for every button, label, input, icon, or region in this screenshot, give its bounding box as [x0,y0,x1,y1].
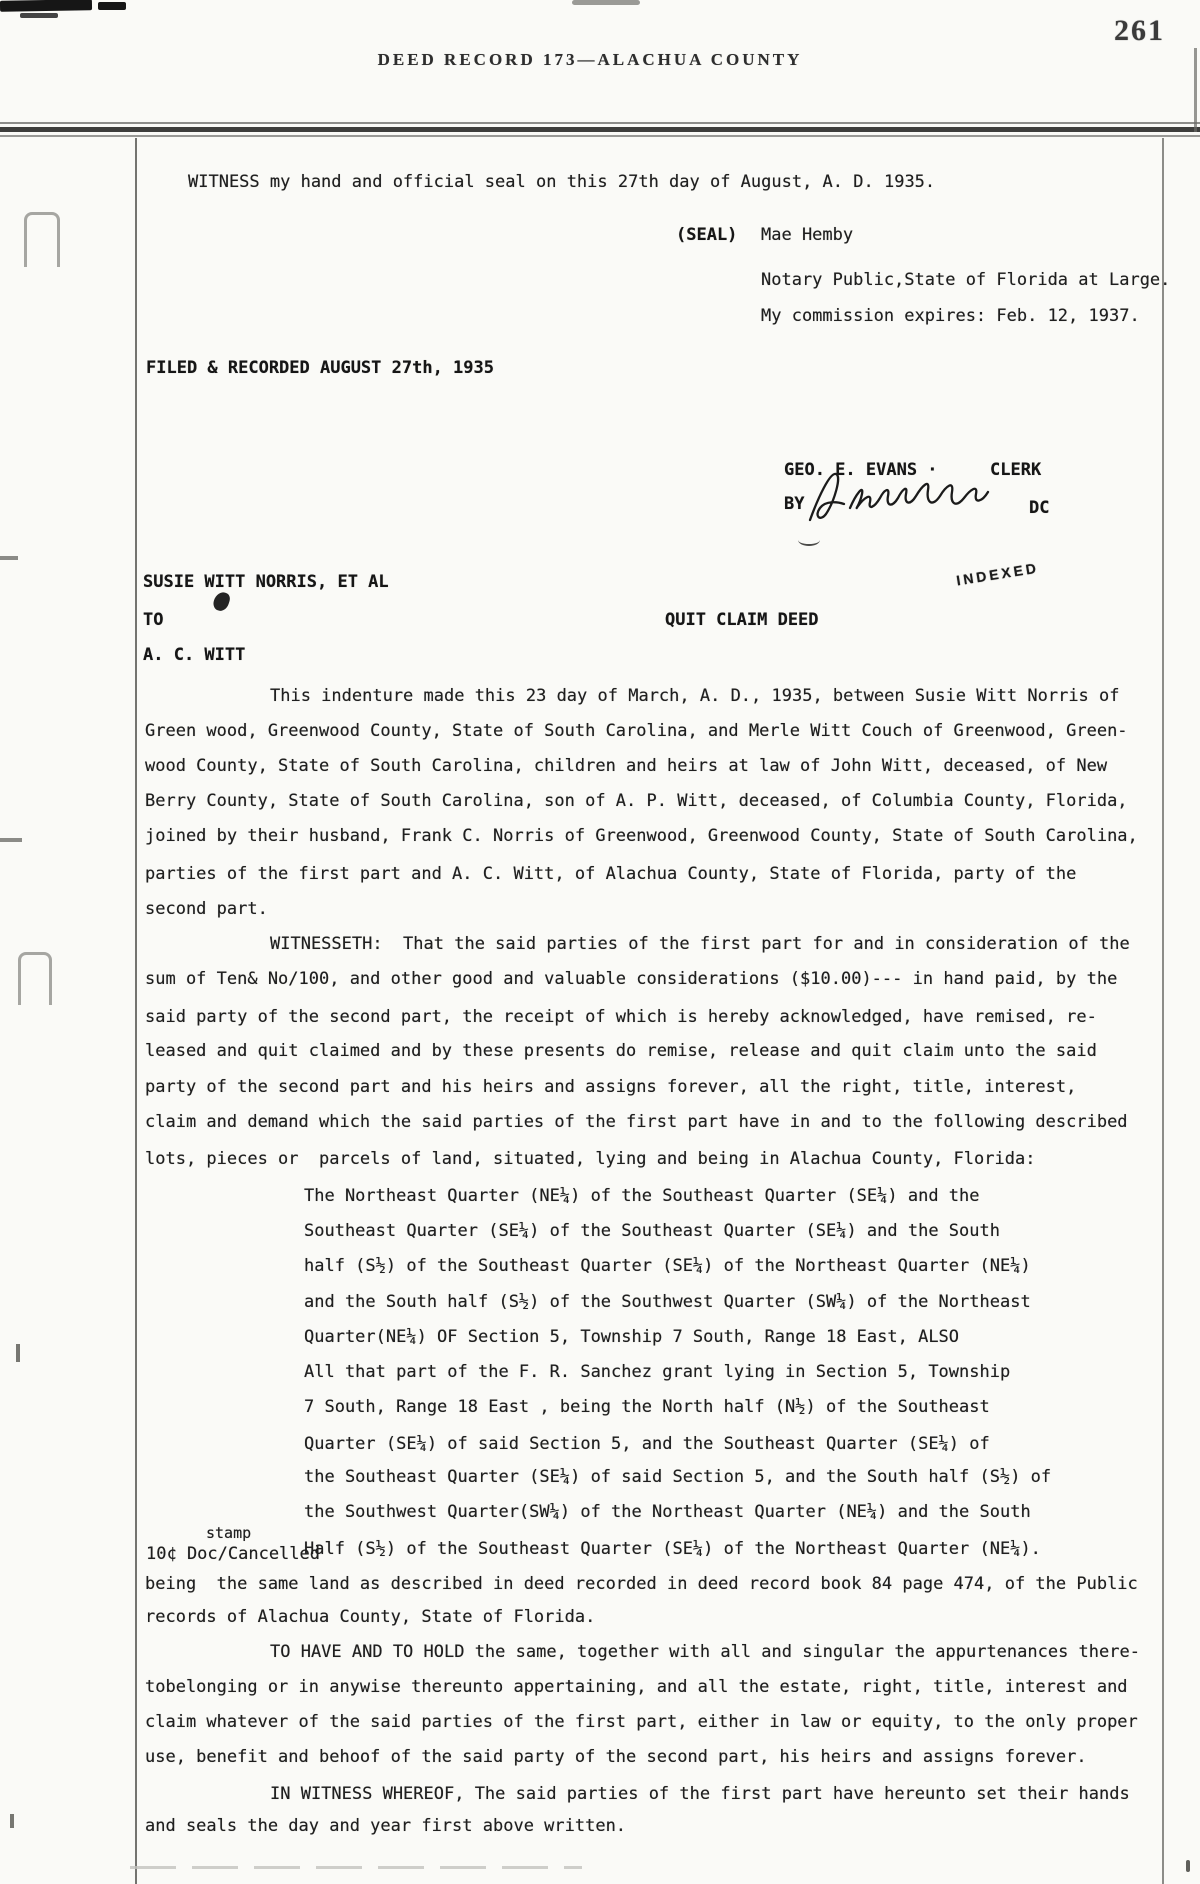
film-edge-smudge [98,2,126,10]
commission-expiry-line: My commission expires: Feb. 12, 1937. [761,306,1140,326]
by-label: BY [784,494,805,514]
document-line: Berry County, State of South Carolina, son of A. P. Witt, deceased, of Columbia County, Florida, [145,791,1128,811]
document-line: claim whatever of the said parties of the first part, either in law or equity, to the only proper [145,1712,1138,1732]
margin-artifact-tick [16,1344,20,1362]
document-line: WITNESSETH: That the said parties of the first part for and in consideration of the [270,934,1130,954]
caption-connector: TO [143,610,164,630]
document-line: The Northeast Quarter (NE¼) of the Southeast Quarter (SE¼) and the [304,1186,980,1206]
pen-mark-artifact [798,534,820,546]
document-line: Half (S½) of the Southeast Quarter (SE¼) of the Northeast Quarter (NE¼). [304,1539,1041,1559]
document-line: leased and quit claimed and by these presents do remise, release and quit claim unto the said [145,1041,1097,1061]
page-number: 261 [1114,14,1165,47]
document-line: TO HAVE AND TO HOLD the same, together with all and singular the appurtenances there- [270,1642,1140,1662]
clerk-name: GEO. E. EVANS · [784,460,938,480]
margin-artifact-bracket [18,952,52,1005]
document-line: All that part of the F. R. Sanchez grant lying in Section 5, Township [304,1362,1011,1382]
clerk-title: CLERK [990,460,1042,480]
film-edge-smudge [0,0,92,12]
document-line: said party of the second part, the receipt of which is hereby acknowledged, have remised, re- [145,1007,1097,1027]
margin-note-doc-cancelled: 10¢ Doc/Cancelled [146,1544,320,1564]
document-line: IN WITNESS WHEREOF, The said parties of the first part have hereunto set their hands [270,1784,1130,1804]
document-line: and the South half (S½) of the Southwest Quarter (SW¼) of the Northeast [304,1292,1031,1312]
document-line: Green wood, Greenwood County, State of South Carolina, and Merle Witt Couch of Greenwood, Green- [145,721,1128,741]
film-edge-smudge [572,0,640,5]
notary-name: Mae Hemby [761,225,854,245]
document-line: sum of Ten& No/100, and other good and valuable considerations ($10.00)--- in hand paid, by the [145,969,1118,989]
stray-mark [1186,1860,1190,1872]
left-margin-rule [135,138,137,1884]
document-line: Quarter (SE¼) of said Section 5, and the Southeast Quarter (SE¼) of [304,1434,990,1454]
notary-title-line: Notary Public,State of Florida at Large. [761,270,1171,290]
document-line: records of Alachua County, State of Florida. [145,1607,596,1627]
document-line: wood County, State of South Carolina, children and heirs at law of John Witt, deceased, of New [145,756,1108,776]
margin-artifact-bracket [24,212,60,267]
ink-blot-artifact [211,590,231,613]
document-line: Southeast Quarter (SE¼) of the Southeast Quarter (SE¼) and the South [304,1221,1000,1241]
document-line: and seals the day and year first above written. [145,1816,627,1836]
deputy-clerk-signature [804,458,994,528]
grantee-name: A. C. WITT [143,645,246,665]
document-line: being the same land as described in deed recorded in deed record book 84 page 474, of the Public [145,1574,1138,1594]
header-rule-thick [0,127,1200,132]
document-line: half (S½) of the Southeast Quarter (SE¼) of the Northeast Quarter (NE¼) [304,1256,1031,1276]
page-edge-scratch [1194,48,1197,132]
film-edge-smudge [20,13,58,18]
document-line: the Southwest Quarter(SW¼) of the Northeast Quarter (NE¼) and the South [304,1502,1031,1522]
book-header-title: DEED RECORD 173—ALACHUA COUNTY [377,50,803,69]
filed-recorded-line: FILED & RECORDED AUGUST 27th, 1935 [146,358,494,378]
document-line: use, benefit and behoof of the said party of the second part, his heirs and assigns forever. [145,1747,1087,1767]
bottom-faint-rule [130,1866,582,1869]
margin-artifact-dash [0,838,22,842]
seal-label: (SEAL) [676,225,738,245]
grantor-name: SUSIE WITT NORRIS, ET AL [143,572,389,592]
document-line: the Southeast Quarter (SE¼) of said Section 5, and the South half (S½) of [304,1467,1052,1487]
deputy-clerk-initials: DC [1029,498,1050,518]
document-line: lots, pieces or parcels of land, situated, lying and being in Alachua County, Florida: [145,1149,1036,1169]
document-line: Quarter(NE¼) OF Section 5, Township 7 South, Range 18 East, ALSO [304,1327,960,1347]
document-line: second part. [145,899,268,919]
document-line: This indenture made this 23 day of March, A. D., 1935, between Susie Witt Norris of [270,686,1120,706]
document-line: joined by their husband, Frank C. Norris of Greenwood, Greenwood County, State of South Carolina, [145,826,1138,846]
witness-line: WITNESS my hand and official seal on this 27th day of August, A. D. 1935. [188,172,936,192]
indexed-stamp: INDEXED [955,559,1040,589]
header-rule-thin-top [0,122,1200,124]
document-line: tobelonging or in anywise thereunto appertaining, and all the estate, right, title, interest and [145,1677,1128,1697]
margin-artifact-dash [0,556,18,560]
document-line: party of the second part and his heirs and assigns forever, all the right, title, interest, [145,1077,1077,1097]
margin-artifact-tick [10,1814,14,1828]
document-line: 7 South, Range 18 East , being the North half (N½) of the Southeast [304,1397,990,1417]
instrument-title: QUIT CLAIM DEED [665,610,819,630]
margin-note-stamp-word: stamp [206,1524,252,1542]
document-line: parties of the first part and A. C. Witt, of Alachua County, State of Florida, party of the [145,864,1077,884]
right-margin-rule [1162,138,1164,1884]
document-line: claim and demand which the said parties of the first part have in and to the following described [145,1112,1128,1132]
header-rule-thin-bottom [0,135,1200,137]
